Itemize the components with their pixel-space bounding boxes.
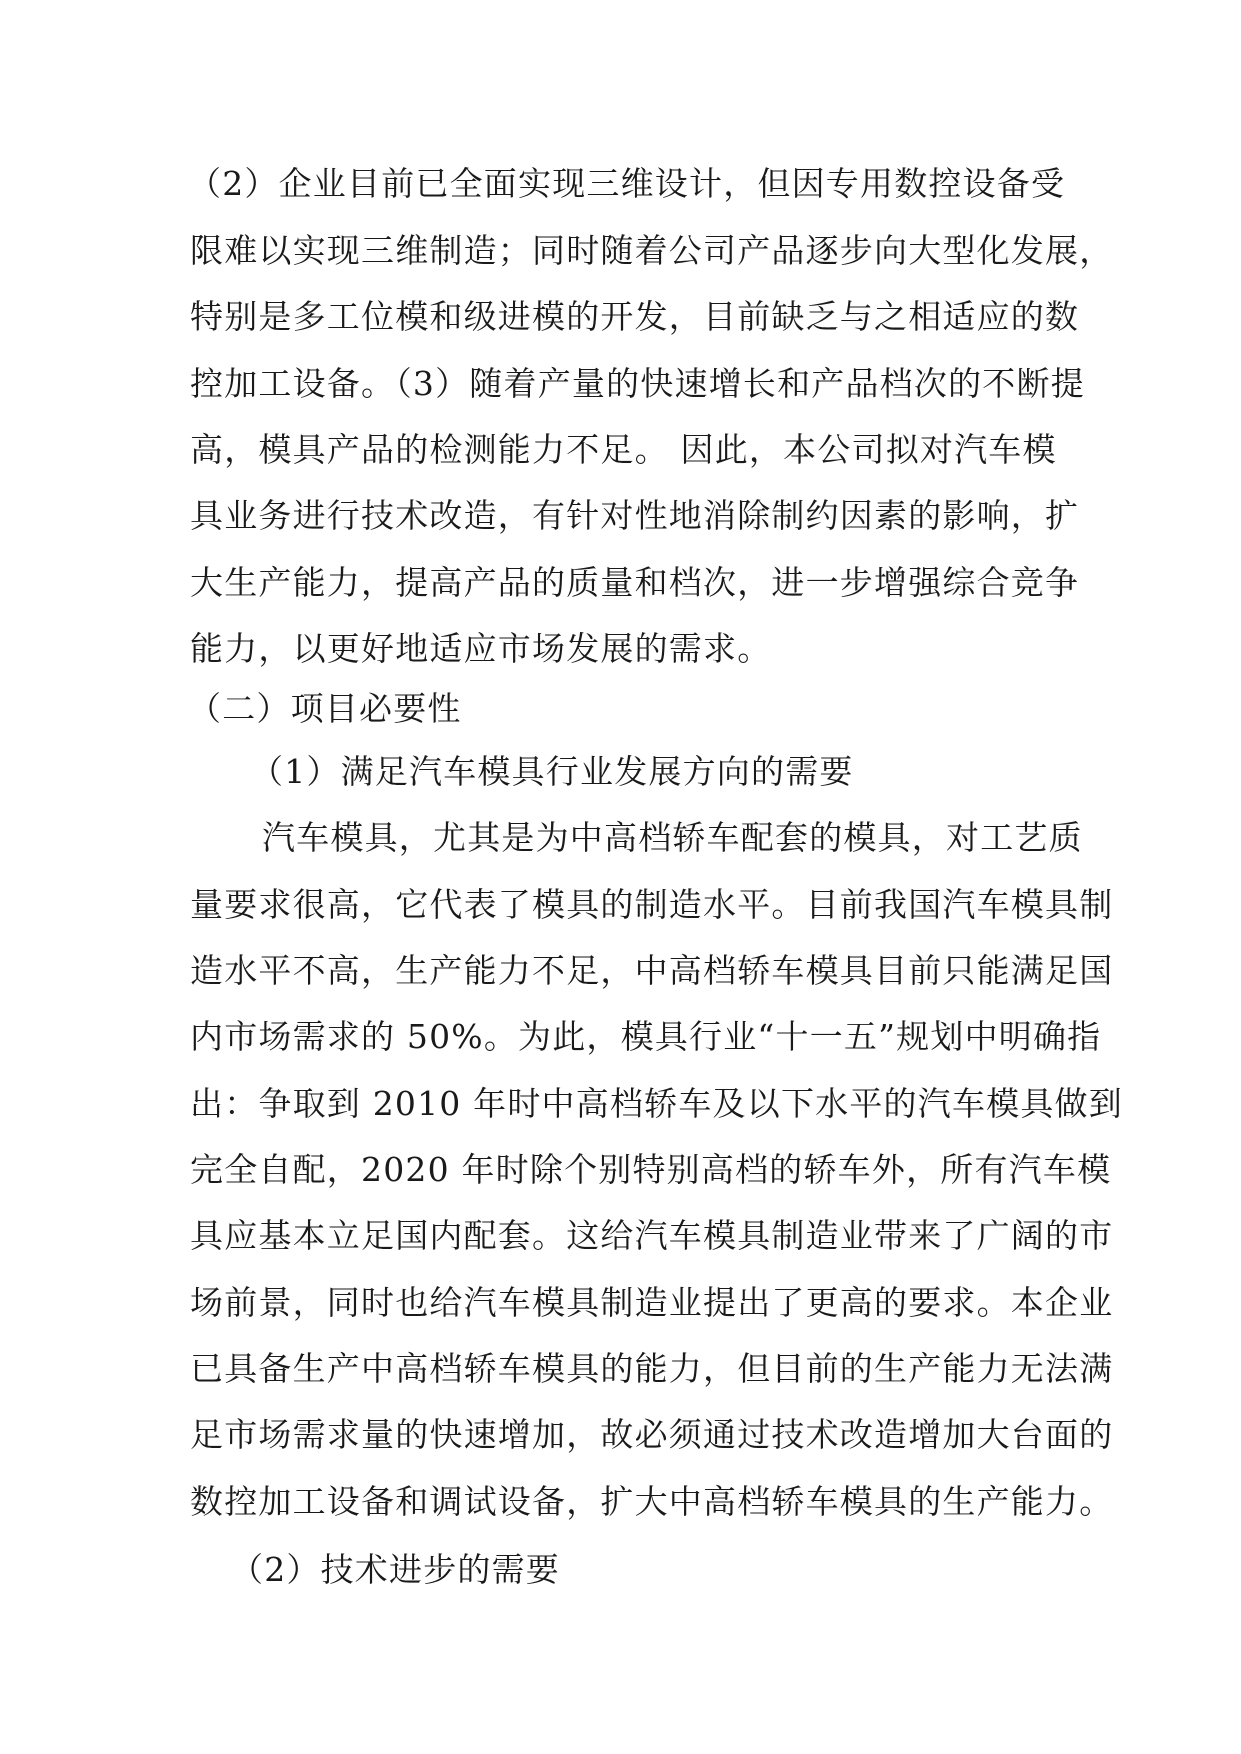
text-line: 造水平不高，生产能力不足，中高档轿车模具目前只能满足国 xyxy=(190,951,1114,990)
text-line: 完全自配，2020 年时除个别特别高档的轿车外，所有汽车模 xyxy=(190,1150,1112,1189)
text-line: 已具备生产中高档轿车模具的能力，但目前的生产能力无法满 xyxy=(190,1349,1114,1388)
text-line: 内市场需求的 50%。为此，模具行业“十一五”规划中明确指 xyxy=(190,1017,1102,1056)
text-line: 高，模具产品的检测能力不足。 因此，本公司拟对汽车模 xyxy=(190,430,1057,469)
text-line: 数控加工设备和调试设备，扩大中高档轿车模具的生产能力。 xyxy=(190,1482,1114,1521)
subheading: （2）技术进步的需要 xyxy=(230,1550,560,1589)
text-line: 场前景，同时也给汽车模具制造业提出了更高的要求。本企业 xyxy=(190,1283,1114,1322)
text-line: 具应基本立足国内配套。这给汽车模具制造业带来了广阔的市 xyxy=(190,1216,1114,1255)
text-line: 特别是多工位模和级进模的开发，目前缺乏与之相适应的数 xyxy=(190,297,1080,336)
text-line: 出：争取到 2010 年时中高档轿车及以下水平的汽车模具做到 xyxy=(190,1084,1123,1123)
text-line: 大生产能力，提高产品的质量和档次，进一步增强综合竞争 xyxy=(190,563,1080,602)
text-line: 具业务进行技术改造，有针对性地消除制约因素的影响，扩 xyxy=(190,496,1080,535)
text-line: 足市场需求量的快速增加，故必须通过技术改造增加大台面的 xyxy=(190,1415,1114,1454)
text-line: 能力，以更好地适应市场发展的需求。 xyxy=(190,629,772,668)
text-line: （2）企业目前已全面实现三维设计，但因专用数控设备受 xyxy=(188,164,1066,203)
section-heading: （二）项目必要性 xyxy=(188,689,462,728)
text-line: 限难以实现三维制造；同时随着公司产品逐步向大型化发展， xyxy=(190,231,1114,270)
text-line: 量要求很高，它代表了模具的制造水平。目前我国汽车模具制 xyxy=(190,885,1114,924)
text-line: 控加工设备。（3）随着产量的快速增长和产品档次的不断提 xyxy=(190,364,1085,403)
subheading: （1）满足汽车模具行业发展方向的需要 xyxy=(250,752,854,791)
text-line: 汽车模具，尤其是为中高档轿车配套的模具，对工艺质 xyxy=(262,818,1083,857)
